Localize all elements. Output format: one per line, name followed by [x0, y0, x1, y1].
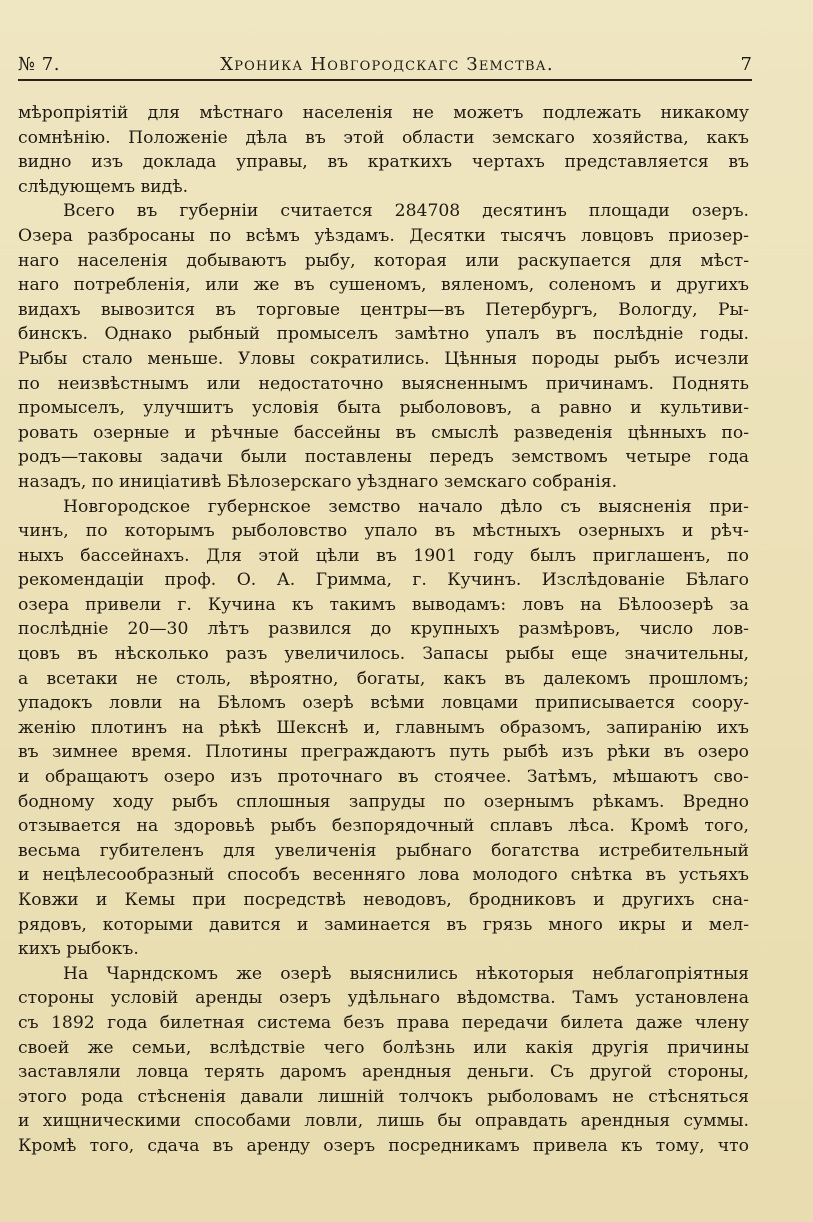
text-line: по неизвѣстнымъ или недостаточно выясненнымъ причинамъ. Поднять: [18, 373, 749, 394]
page-number: 7: [740, 54, 752, 75]
text-line: ровать озерные и рѣчные бассейны въ смыслѣ разведенія цѣнныхъ по-: [18, 422, 749, 443]
text-body: [18, 101, 749, 1159]
text-line: наго потребленія, или же въ сушеномъ, вяленомъ, соленомъ и другихъ: [18, 275, 749, 296]
text-line: Рыбы стало меньше. Уловы сократились. Цѣнныя породы рыбъ исчезли: [18, 348, 749, 369]
text-line: видахъ вывозится въ торговые центры—въ Петербургъ, Вологду, Ры-: [18, 299, 749, 320]
text-line: видно изъ доклада управы, въ краткихъ чертахъ представляется въ: [18, 152, 749, 173]
text-line: мѣропріятій для мѣстнаго населенія не можетъ подлежать никакому: [18, 103, 749, 123]
text-line: цовъ въ нѣсколько разъ увеличилось. Запасы рыбы еще значительны,: [18, 644, 749, 665]
text-line: родъ—таковы задачи были поставлены передъ земствомъ четыре года: [18, 447, 749, 468]
text-line: отзывается на здоровьѣ рыбъ безпорядочный сплавъ лѣса. Кромѣ того,: [18, 816, 749, 837]
text-line: озера привели г. Кучина къ такимъ выводамъ: ловъ на Бѣлоозерѣ за: [18, 594, 749, 615]
text-line: женію плотинъ на рѣкѣ Шекснѣ и, главнымъ образомъ, запиранію ихъ: [18, 717, 749, 738]
running-header: [18, 50, 756, 80]
text-line: стороны условій аренды озеръ удѣльнаго вѣдомства. Тамъ установлена: [18, 988, 749, 1009]
text-line: въ зимнее время. Плотины преграждаютъ путь рыбѣ изъ рѣки въ озеро: [18, 742, 749, 763]
issue-number: № 7.: [18, 54, 60, 75]
text-line: и нецѣлесообразный способъ весенняго лова молодого снѣтка въ устьяхъ: [18, 865, 749, 886]
paragraph-first-line: На Чарндскомъ же озерѣ выяснились нѣкоторыя неблагопріятныя: [63, 963, 749, 984]
text-line: рекомендаціи проф. О. А. Гримма, г. Кучинъ. Изслѣдованіе Бѣлаго: [18, 570, 749, 591]
text-line: и обращаютъ озеро изъ проточнаго въ стоячее. Затѣмъ, мѣшаютъ сво-: [18, 767, 749, 788]
text-line: промыселъ, улучшитъ условія быта рыболововъ, а равно и культиви-: [18, 398, 749, 419]
header-rule: [18, 79, 752, 81]
text-line: и хищническими способами ловли, лишь бы оправдать арендныя суммы.: [18, 1111, 749, 1132]
text-line: чинъ, по которымъ рыболовство упало въ мѣстныхъ озерныхъ и рѣч-: [18, 521, 749, 542]
text-line: а всетаки не столь, вѣроятно, богаты, какъ въ далекомъ прошломъ;: [18, 668, 749, 689]
text-line: ныхъ бассейнахъ. Для этой цѣли въ 1901 году былъ приглашенъ, по: [18, 545, 749, 566]
text-line: наго населенія добываютъ рыбу, которая или раскупается для мѣст-: [18, 250, 749, 271]
text-line: слѣдующемъ видѣ.: [18, 176, 189, 197]
paragraph-first-line: Всего въ губерніи считается 284708 десятинъ площади озеръ.: [63, 201, 749, 222]
text-line: бодному ходу рыбъ сплошныя запруды по озернымъ рѣкамъ. Вредно: [18, 791, 749, 812]
text-line: своей же семьи, вслѣдствіе чего болѣзнь или какія другія причины: [18, 1037, 749, 1058]
text-line: Ковжи и Кемы при посредствѣ неводовъ, бродниковъ и другихъ сна-: [18, 890, 749, 910]
text-line: весьма губителенъ для увеличенія рыбнаго богатства истребительный: [18, 840, 749, 861]
text-line: рядовъ, которыми давится и заминается въ грязь много икры и мел-: [18, 914, 749, 935]
text-line: бинскъ. Однако рыбный промыселъ замѣтно упалъ въ послѣдніе годы.: [18, 324, 749, 345]
text-line: кихъ рыбокъ.: [18, 939, 139, 960]
text-line: Кромѣ того, сдача въ аренду озеръ посредникамъ привела къ тому, что: [18, 1135, 749, 1156]
text-line: упадокъ ловли на Бѣломъ озерѣ всѣми ловцами приписывается соору-: [18, 693, 749, 714]
running-title: Хроника Новгородскагс Земства.: [220, 54, 554, 75]
text-line: заставляли ловца терять даромъ арендныя деньги. Съ другой стороны,: [18, 1062, 749, 1083]
paragraph-first-line: Новгородское губернское земство начало дѣло съ выясненія при-: [63, 496, 749, 517]
text-line: этого рода стѣсненія давали лишній толчокъ рыболовамъ не стѣсняться: [18, 1086, 749, 1107]
text-line: съ 1892 года билетная система безъ права передачи билета даже члену: [18, 1012, 749, 1033]
text-line: Озера разбросаны по всѣмъ уѣздамъ. Десятки тысячъ ловцовъ приозер-: [18, 225, 749, 246]
text-line: назадъ, по иниціативѣ Бѣлозерскаго уѣзднаго земскаго собранія.: [18, 471, 618, 492]
text-line: сомнѣнію. Положеніе дѣла въ этой области земскаго хозяйства, какъ: [18, 127, 749, 148]
text-line: послѣдніе 20—30 лѣтъ развился до крупныхъ размѣровъ, число лов-: [18, 619, 749, 640]
